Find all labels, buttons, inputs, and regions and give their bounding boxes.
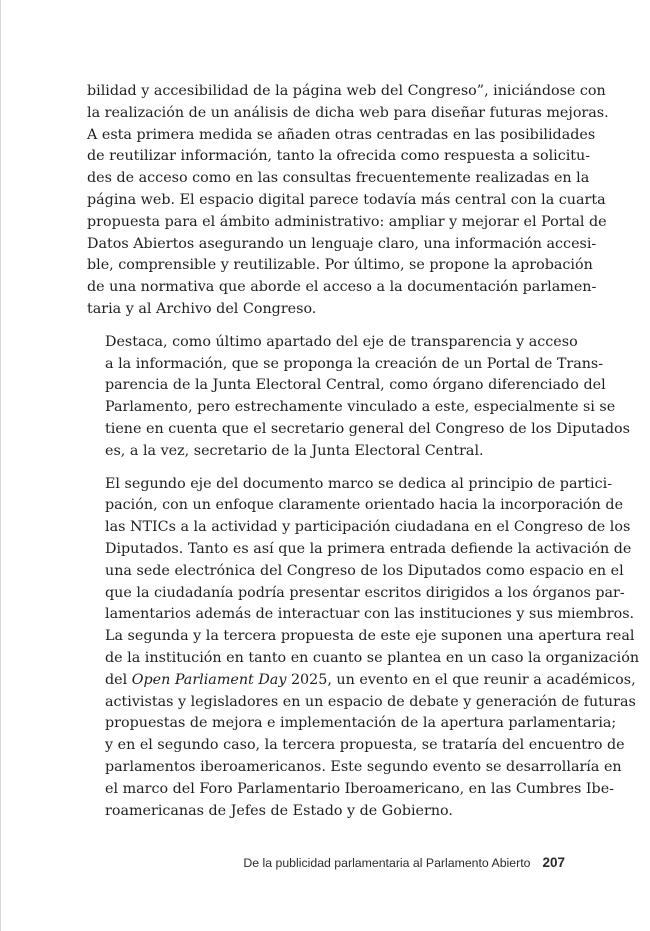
text-line: taria y al Archivo del Congreso. [87,300,317,317]
text-line: propuestas de mejora e implementación de la apertura parlamentaria; [105,715,617,732]
paragraph-2 [87,332,630,463]
text-line: des de acceso como en las consultas frecuentemente realizadas en la [87,170,590,187]
text-line: ble, comprensible y reutilizable. Por último, se propone la aprobación [87,257,593,274]
text-line: parencia de la Junta Electoral Central, como órgano diferenciado del [105,377,606,394]
text-line: de reutilizar información, tanto la ofrecida como respuesta a solicitu- [87,148,591,165]
text-line: página web. El espacio digital parece todavía más central con la cuarta [87,191,606,208]
text-line: tiene en cuenta que el secretario general del Congreso de los Diputados [105,420,630,437]
text-fragment: 2025, un evento en el que reunir a académicos, [286,671,636,688]
text-line: parlamentos iberoamericanos. Este segundo evento se desarrollaría en [105,758,622,775]
paragraph-3 [87,474,640,823]
text-line: bilidad y accesibilidad de la página web del Congreso”, iniciándose con [87,83,606,99]
page-number: 207 [542,855,565,870]
body-text [87,81,640,833]
text-line: la realización de un análisis de dicha web para diseñar futuras mejoras. [87,104,609,121]
text-line: es, a la vez, secretario de la Junta Electoral Central. [105,442,484,459]
text-line: de una normativa que aborde el acceso a la documentación parlamen- [87,279,597,296]
text-line: Destaca, como último apartado del eje de transparencia y acceso [105,333,578,350]
text-line: El segundo eje del documento marco se dedica al principio de partici- [105,475,613,492]
page-edge [0,0,1,931]
text-line: propuesta para el ámbito administrativo: ampliar y mejorar el Portal de [87,213,607,230]
text-line: el marco del Foro Parlamentario Iberoamericano, en las Cumbres Ibe- [105,780,614,797]
text-line: roamericanas de Jefes de Estado y de Gobierno. [105,802,453,819]
running-title: De la publicidad parlamentaria al Parlamento Abierto [243,856,531,870]
text-line: Diputados. Tanto es así que la primera entrada defiende la activación de [105,540,632,557]
text-line: pación, con un enfoque claramente orientado hacia la incorporación de [105,497,624,514]
text-line: una sede electrónica del Congreso de los Diputados como espacio en el [105,562,624,579]
text-fragment: del [105,671,132,688]
text-line: La segunda y la tercera propuesta de este eje suponen una apertura real [105,628,635,645]
text-line: activistas y legisladores en un espacio de debate y generación de futuras [105,693,636,710]
event-name-italic: Open Parliament Day [131,671,287,688]
text-line: de la institución en tanto en cuanto se plantea en un caso la organización [105,649,640,666]
page-footer [0,854,565,872]
text-line: Parlamento, pero estrechamente vinculado a este, especialmente si se [105,399,616,416]
text-line: lamentarios además de interactuar con las instituciones y sus miembros. [105,606,635,623]
paragraph-1 [87,81,609,321]
text-line: que la ciudadanía podría presentar escritos dirigidos a los órganos par- [105,584,625,601]
text-line: las NTICs a la actividad y participación ciudadana en el Congreso de los [105,519,631,536]
text-line-with-italic [87,670,636,692]
text-line: Datos Abiertos asegurando un lenguaje claro, una información accesi- [87,235,597,252]
text-line: A esta primera medida se añaden otras centradas en las posibilidades [87,126,596,143]
text-line: a la información, que se proponga la creación de un Portal de Trans- [105,355,604,372]
text-line: y en el segundo caso, la tercera propuesta, se trataría del encuentro de [105,737,625,754]
